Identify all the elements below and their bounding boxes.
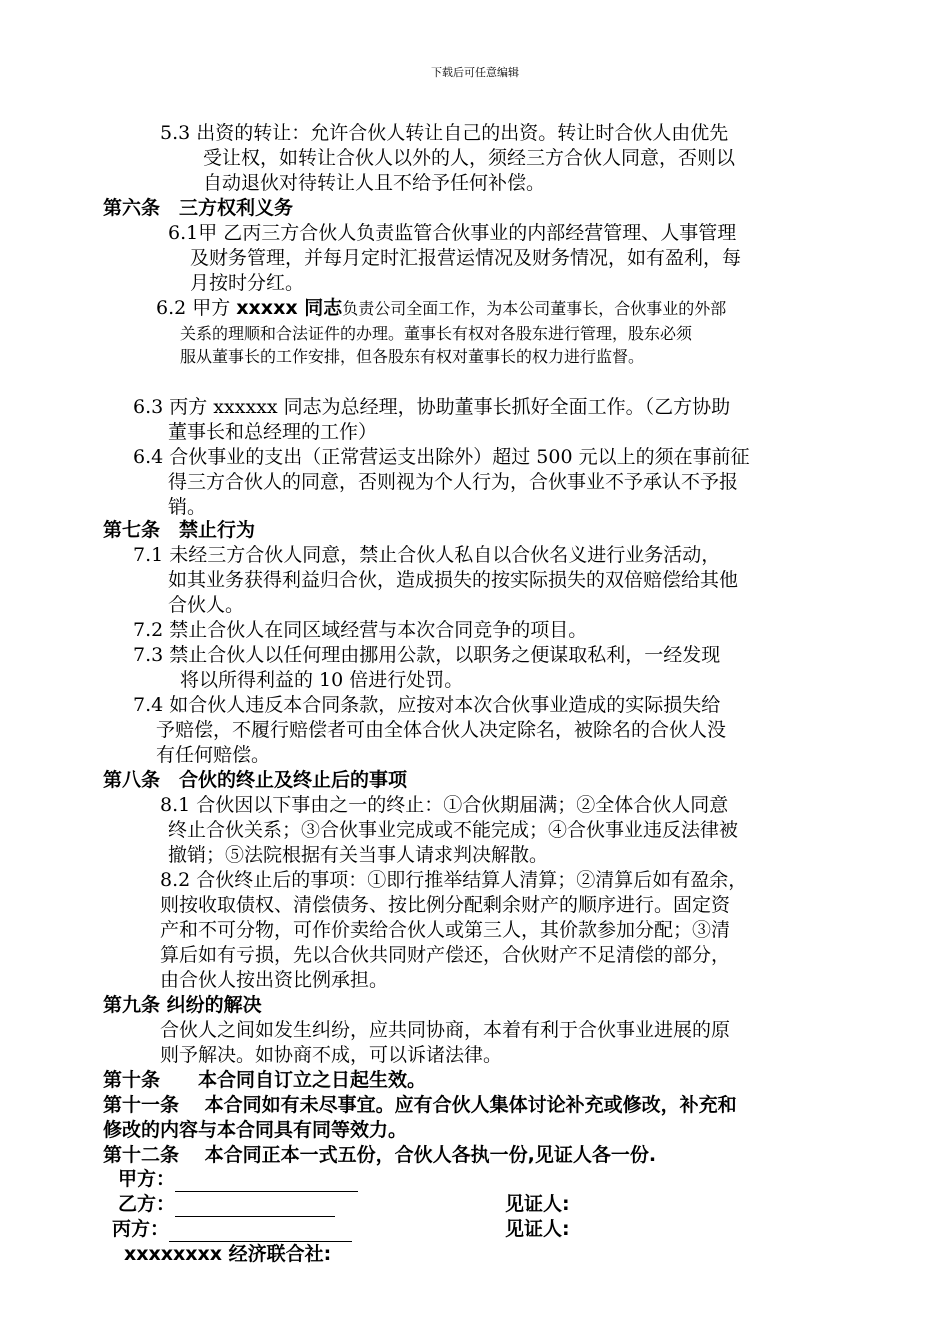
witness-1-label: 见证人: <box>505 1193 570 1215</box>
clause-5-3-line-1: 5.3 出资的转让：允许合伙人转让自己的出资。转让时合伙人由优先 <box>160 122 729 144</box>
clause-6-2-rest: 负责公司全面工作，为本公司董事长，合伙事业的外部 <box>342 299 727 318</box>
article-7-title: 第七条 禁止行为 <box>103 519 256 541</box>
clause-8-2-line-2: 则按收取债权、清偿债务、按比例分配剩余财产的顺序进行。固定资 <box>160 894 731 916</box>
clause-7-4-line-1: 7.4 如合伙人违反本合同条款，应按对本次合伙事业造成的实际损失给 <box>133 694 721 716</box>
signature-party-a <box>118 1167 358 1192</box>
party-b-label: 乙方： <box>118 1193 176 1215</box>
party-a-label: 甲方： <box>118 1168 176 1190</box>
clause-6-2-line-2: 关系的理顺和合法证件的办理。董事长有权对各股东进行管理，股东必须 <box>180 324 693 343</box>
organization-label: xxxxxxxx 经济联合社: <box>124 1243 332 1265</box>
clause-8-1-line-3: 撤销；⑤法院根据有关当事人请求判决解散。 <box>168 844 549 866</box>
signature-party-c <box>112 1217 352 1242</box>
witness-2-label: 见证人: <box>505 1218 570 1240</box>
article-9-line-1: 合伙人之间如发生纠纷，应共同协商，本着有利于合伙事业进展的原 <box>160 1019 731 1041</box>
clause-8-2-line-4: 算后如有亏损，先以合伙共同财产偿还，合伙财产不足清偿的部分， <box>160 944 731 966</box>
party-c-label: 丙方： <box>112 1218 170 1240</box>
article-9-line-2: 则予解决。如协商不成，可以诉诸法律。 <box>160 1044 503 1066</box>
clause-7-3-line-2: 将以所得利益的 10 倍进行处罚。 <box>180 669 464 691</box>
party-c-signature-line[interactable] <box>169 1221 352 1242</box>
clause-6-4-line-2: 得三方合伙人的同意，否则视为个人行为，合伙事业不予承认不予报 <box>168 471 739 493</box>
article-12: 第十二条 本合同正本一式五份，合伙人各执一份,见证人各一份. <box>103 1144 657 1166</box>
clause-8-2-line-3: 产和不可分物，可作价卖给合伙人或第三人，其价款参加分配；③清 <box>160 919 731 941</box>
article-11-line-1: 第十一条 本合同如有未尽事宜。应有合伙人集体讨论补充或修改，补充和 <box>103 1094 737 1116</box>
clause-8-2-line-5: 由合伙人按出资比例承担。 <box>160 969 389 991</box>
clause-8-2-line-1: 8.2 合伙终止后的事项：①即行推举结算人清算；②清算后如有盈余， <box>160 869 748 891</box>
clause-6-1-line-1: 6.1甲 乙丙三方合伙人负责监管合伙事业的内部经营管理、人事管理 <box>168 222 737 244</box>
clause-6-3-line-2: 董事长和总经理的工作） <box>168 421 378 443</box>
clause-6-3-line-1: 6.3 丙方 xxxxxx 同志为总经理，协助董事长抓好全面工作。（乙方协助 <box>133 396 731 418</box>
clause-6-1-line-3: 月按时分红。 <box>190 272 305 294</box>
clause-7-4-line-3: 有任何赔偿。 <box>156 744 271 766</box>
clause-6-4-line-1: 6.4 合伙事业的支出（正常营运支出除外）超过 500 元以上的须在事前征 <box>133 446 750 468</box>
article-10: 第十条 本合同自订立之日起生效。 <box>103 1069 427 1091</box>
clause-7-4-line-2: 予赔偿，不履行赔偿者可由全体合伙人决定除名，被除名的合伙人没 <box>156 719 727 741</box>
clause-6-2-line-1 <box>156 296 726 321</box>
article-11-line-2: 修改的内容与本合同具有同等效力。 <box>103 1119 408 1141</box>
signature-party-b <box>118 1192 335 1217</box>
party-a-signature-line[interactable] <box>175 1171 358 1192</box>
clause-7-1-line-3: 合伙人。 <box>168 594 245 616</box>
clause-8-1-line-2: 终止合伙关系；③合伙事业完成或不能完成；④合伙事业违反法律被 <box>168 819 739 841</box>
article-6-title: 第六条 三方权利义务 <box>103 197 294 219</box>
clause-7-1-line-1: 7.1 未经三方合伙人同意，禁止合伙人私自以合伙名义进行业务活动， <box>133 544 721 566</box>
article-8-title: 第八条 合伙的终止及终止后的事项 <box>103 769 408 791</box>
clause-7-2: 7.2 禁止合伙人在同区域经营与本次合同竞争的项目。 <box>133 619 588 641</box>
clause-5-3-line-3: 自动退伙对待转让人且不给予任何补偿。 <box>203 172 546 194</box>
clause-7-3-line-1: 7.3 禁止合伙人以任何理由挪用公款，以职务之便谋取私利，一经发现 <box>133 644 721 666</box>
article-9-title: 第九条 纠纷的解决 <box>103 994 262 1016</box>
clause-7-1-line-2: 如其业务获得利益归合伙，造成损失的按实际损失的双倍赔偿给其他 <box>168 569 739 591</box>
chairman-name: xxxxx 同志 <box>236 297 343 319</box>
page-header: 下载后可任意编辑 <box>431 66 519 79</box>
clause-6-1-line-2: 及财务管理，并每月定时汇报营运情况及财务情况，如有盈利，每 <box>190 247 742 269</box>
clause-6-2-prefix: 6.2 甲方 <box>156 297 237 319</box>
party-b-signature-line[interactable] <box>175 1196 335 1217</box>
clause-8-1-line-1: 8.1 合伙因以下事由之一的终止：①合伙期届满；②全体合伙人同意 <box>160 794 729 816</box>
clause-6-2-line-3: 服从董事长的工作安排，但各股东有权对董事长的权力进行监督。 <box>180 347 645 366</box>
clause-6-4-line-3: 销。 <box>168 496 207 518</box>
clause-5-3-line-2: 受让权，如转让合伙人以外的人，须经三方合伙人同意，否则以 <box>203 147 736 169</box>
